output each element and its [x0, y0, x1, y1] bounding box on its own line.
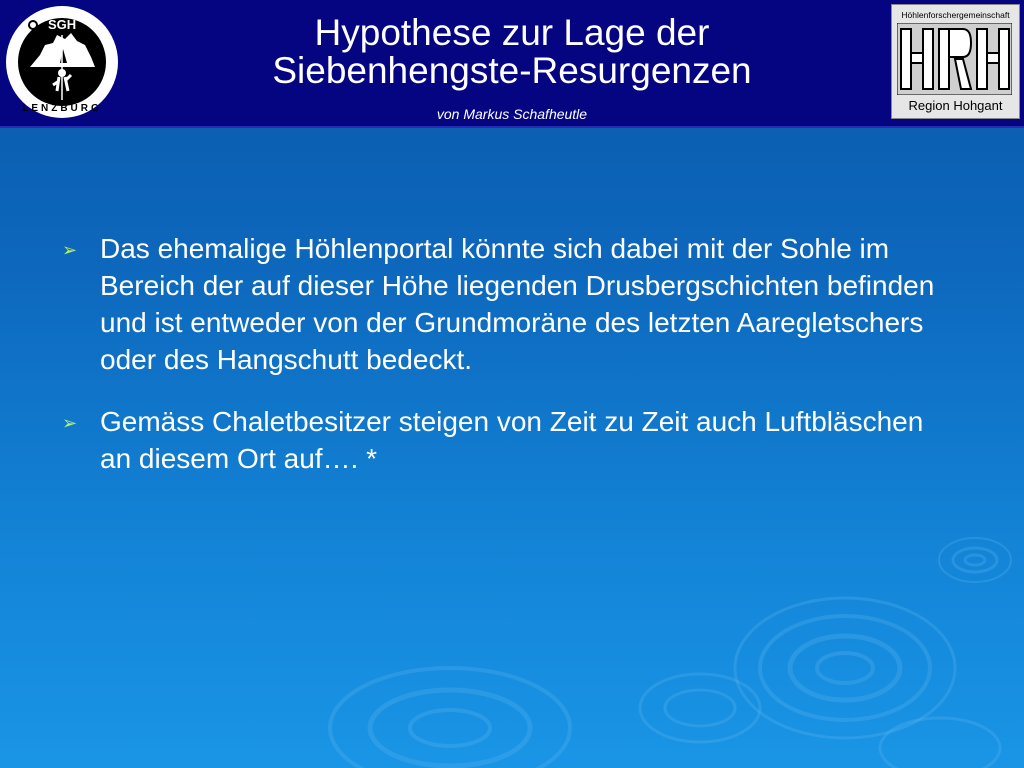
hrh-logo [891, 4, 1020, 119]
logo-left-top-text: SGH [48, 17, 77, 32]
hrh-logo-top-text: Höhlenforschergemeinschaft [901, 10, 1010, 20]
hrh-letters-icon [897, 23, 1012, 95]
bullet-text: Das ehemalige Höhlenportal könnte sich dabei mit der Sohle im Bereich der auf dieser Höhe liegenden Drusbergschichten befinden und ist entweder von der Grundmoräne des letzten Aaregletschers oder des Hangschutt bedeckt. [100, 233, 935, 375]
title-line-2: Siebenhengste-Resurgenzen [272, 50, 752, 91]
logo-left-bottom-text: LENZBURG [22, 103, 102, 114]
hrh-logo-bottom-text: Region Hohgant [908, 98, 1003, 113]
slide-header [0, 0, 1024, 128]
slide-subtitle: von Markus Schafheutle [436, 106, 588, 122]
bullet-item [62, 403, 952, 477]
sgh-lenzburg-logo-icon [5, 5, 119, 119]
arrow-bullet-icon: ➢ [62, 413, 78, 433]
bullet-item [62, 230, 952, 378]
arrow-bullet-icon: ➢ [62, 240, 78, 260]
slide-title [190, 14, 834, 90]
bullet-list [62, 230, 952, 477]
title-line-1: Hypothese zur Lage der [314, 12, 710, 53]
bullet-text: Gemäss Chaletbesitzer steigen von Zeit zu Zeit auch Luftbläschen an diesem Ort auf…. * [100, 406, 924, 474]
